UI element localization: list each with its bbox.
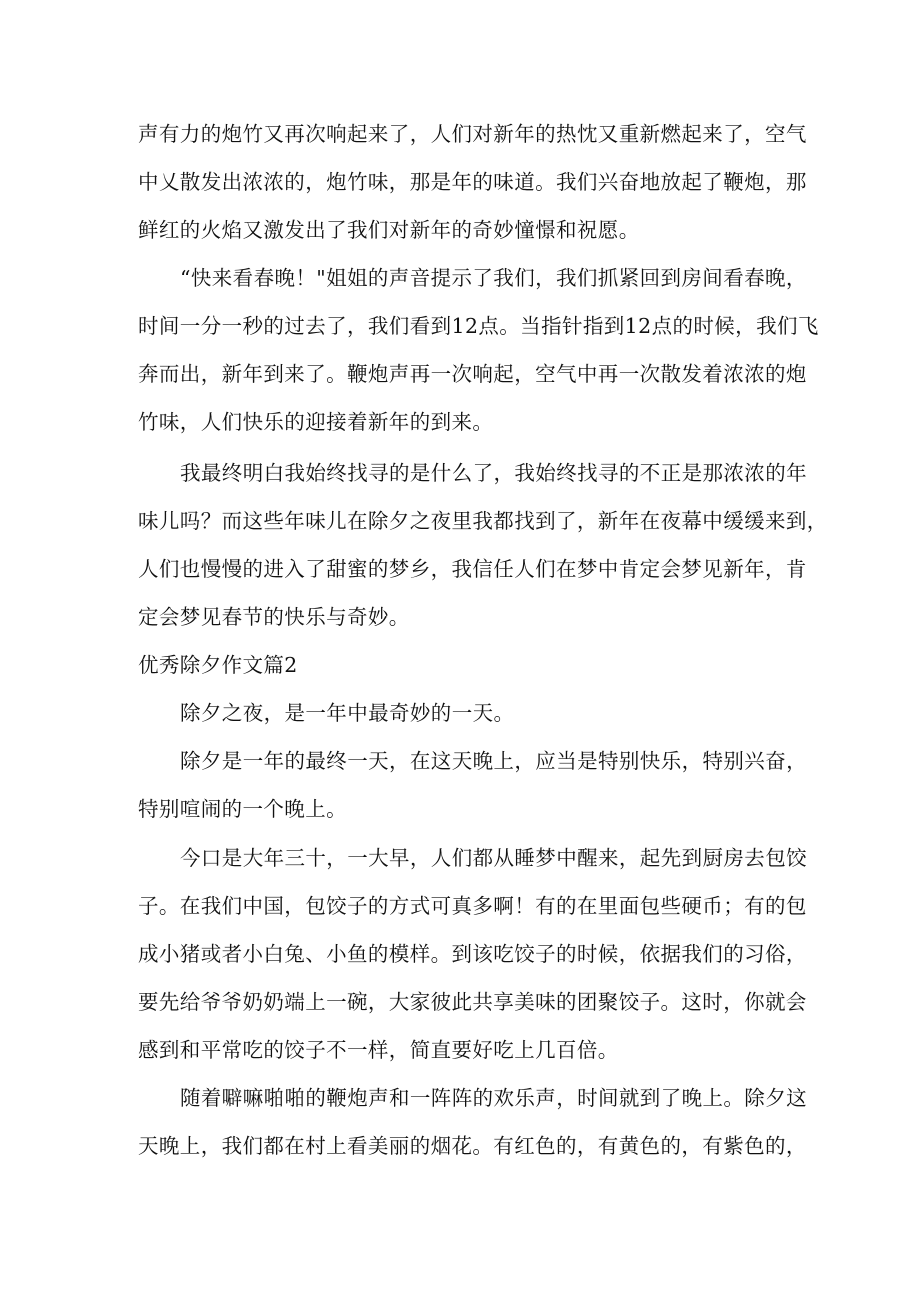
text-line: 成小猪或者小白兔、小鱼的模样。到该吃饺子的时候，依据我们的习俗，: [138, 942, 807, 966]
paragraph-first-line: “快来看春晚！"姐姐的声音提示了我们，我们抓紧回到房间看春晚，: [180, 266, 807, 290]
text-line: 奔而出，新年到来了。鞭炮声再一次响起，空气中再一次散发着浓浓的炮: [138, 362, 807, 386]
text-line: 竹味，人们快乐的迎接着新年的到来。: [138, 410, 494, 434]
paragraph-first-line: 今口是大年三十，一大早，人们都从睡梦中醒来，起先到厨房去包饺: [180, 846, 807, 870]
text-line: 感到和平常吃的饺子不一样，简直要好吃上几百倍。: [138, 1038, 619, 1062]
text-line: 时间一分一秒的过去了，我们看到12点。当指针指到12点的时候，我们飞: [138, 314, 819, 338]
section-heading: 优秀除夕作文篇2: [138, 653, 298, 677]
paragraph-first-line: 除夕之夜，是一年中最奇妙的一天。: [180, 701, 515, 725]
text-line: 中乂散发出浓浓的，炮竹味，那是年的味道。我们兴奋地放起了鞭炮，那: [138, 170, 807, 194]
text-line: 定会梦见春节的快乐与奇妙。: [138, 605, 410, 629]
paragraph-first-line: 随着噼嘛啪啪的鞭炮声和一阵阵的欢乐声，时间就到了晚上。除夕这: [180, 1086, 807, 1110]
paragraph-first-line: 除夕是一年的最终一天，在这天晚上，应当是特别快乐，特别兴奋，: [180, 749, 807, 773]
text-line: 声有力的炮竹又再次响起来了，人们对新年的热忱又重新燃起来了，空气: [138, 122, 807, 146]
paragraph-first-line: 我最终明白我始终找寻的是什么了，我始终找寻的不正是那浓浓的年: [180, 461, 807, 485]
text-line: 特别喧闹的一个晚上。: [138, 797, 347, 821]
text-line: 子。在我们中国，包饺子的方式可真多啊！有的在里面包些硬币；有的包: [138, 894, 807, 918]
text-line: 鲜红的火焰又激发出了我们对新年的奇妙憧憬和祝愿。: [138, 218, 640, 242]
text-line: 人们也慢慢的进入了甜蜜的梦乡，我信任人们在梦中肯定会梦见新年，肯: [138, 557, 807, 581]
text-line: 天晚上，我们都在村上看美丽的烟花。有红色的，有黄色的，有紫色的，: [138, 1134, 807, 1158]
text-line: 味儿吗？而这些年味儿在除夕之夜里我都找到了，新年在夜幕中缓缓来到，: [138, 509, 828, 533]
text-line: 要先给爷爷奶奶端上一碗，大家彼此共享美味的团聚饺子。这时，你就会: [138, 990, 807, 1014]
